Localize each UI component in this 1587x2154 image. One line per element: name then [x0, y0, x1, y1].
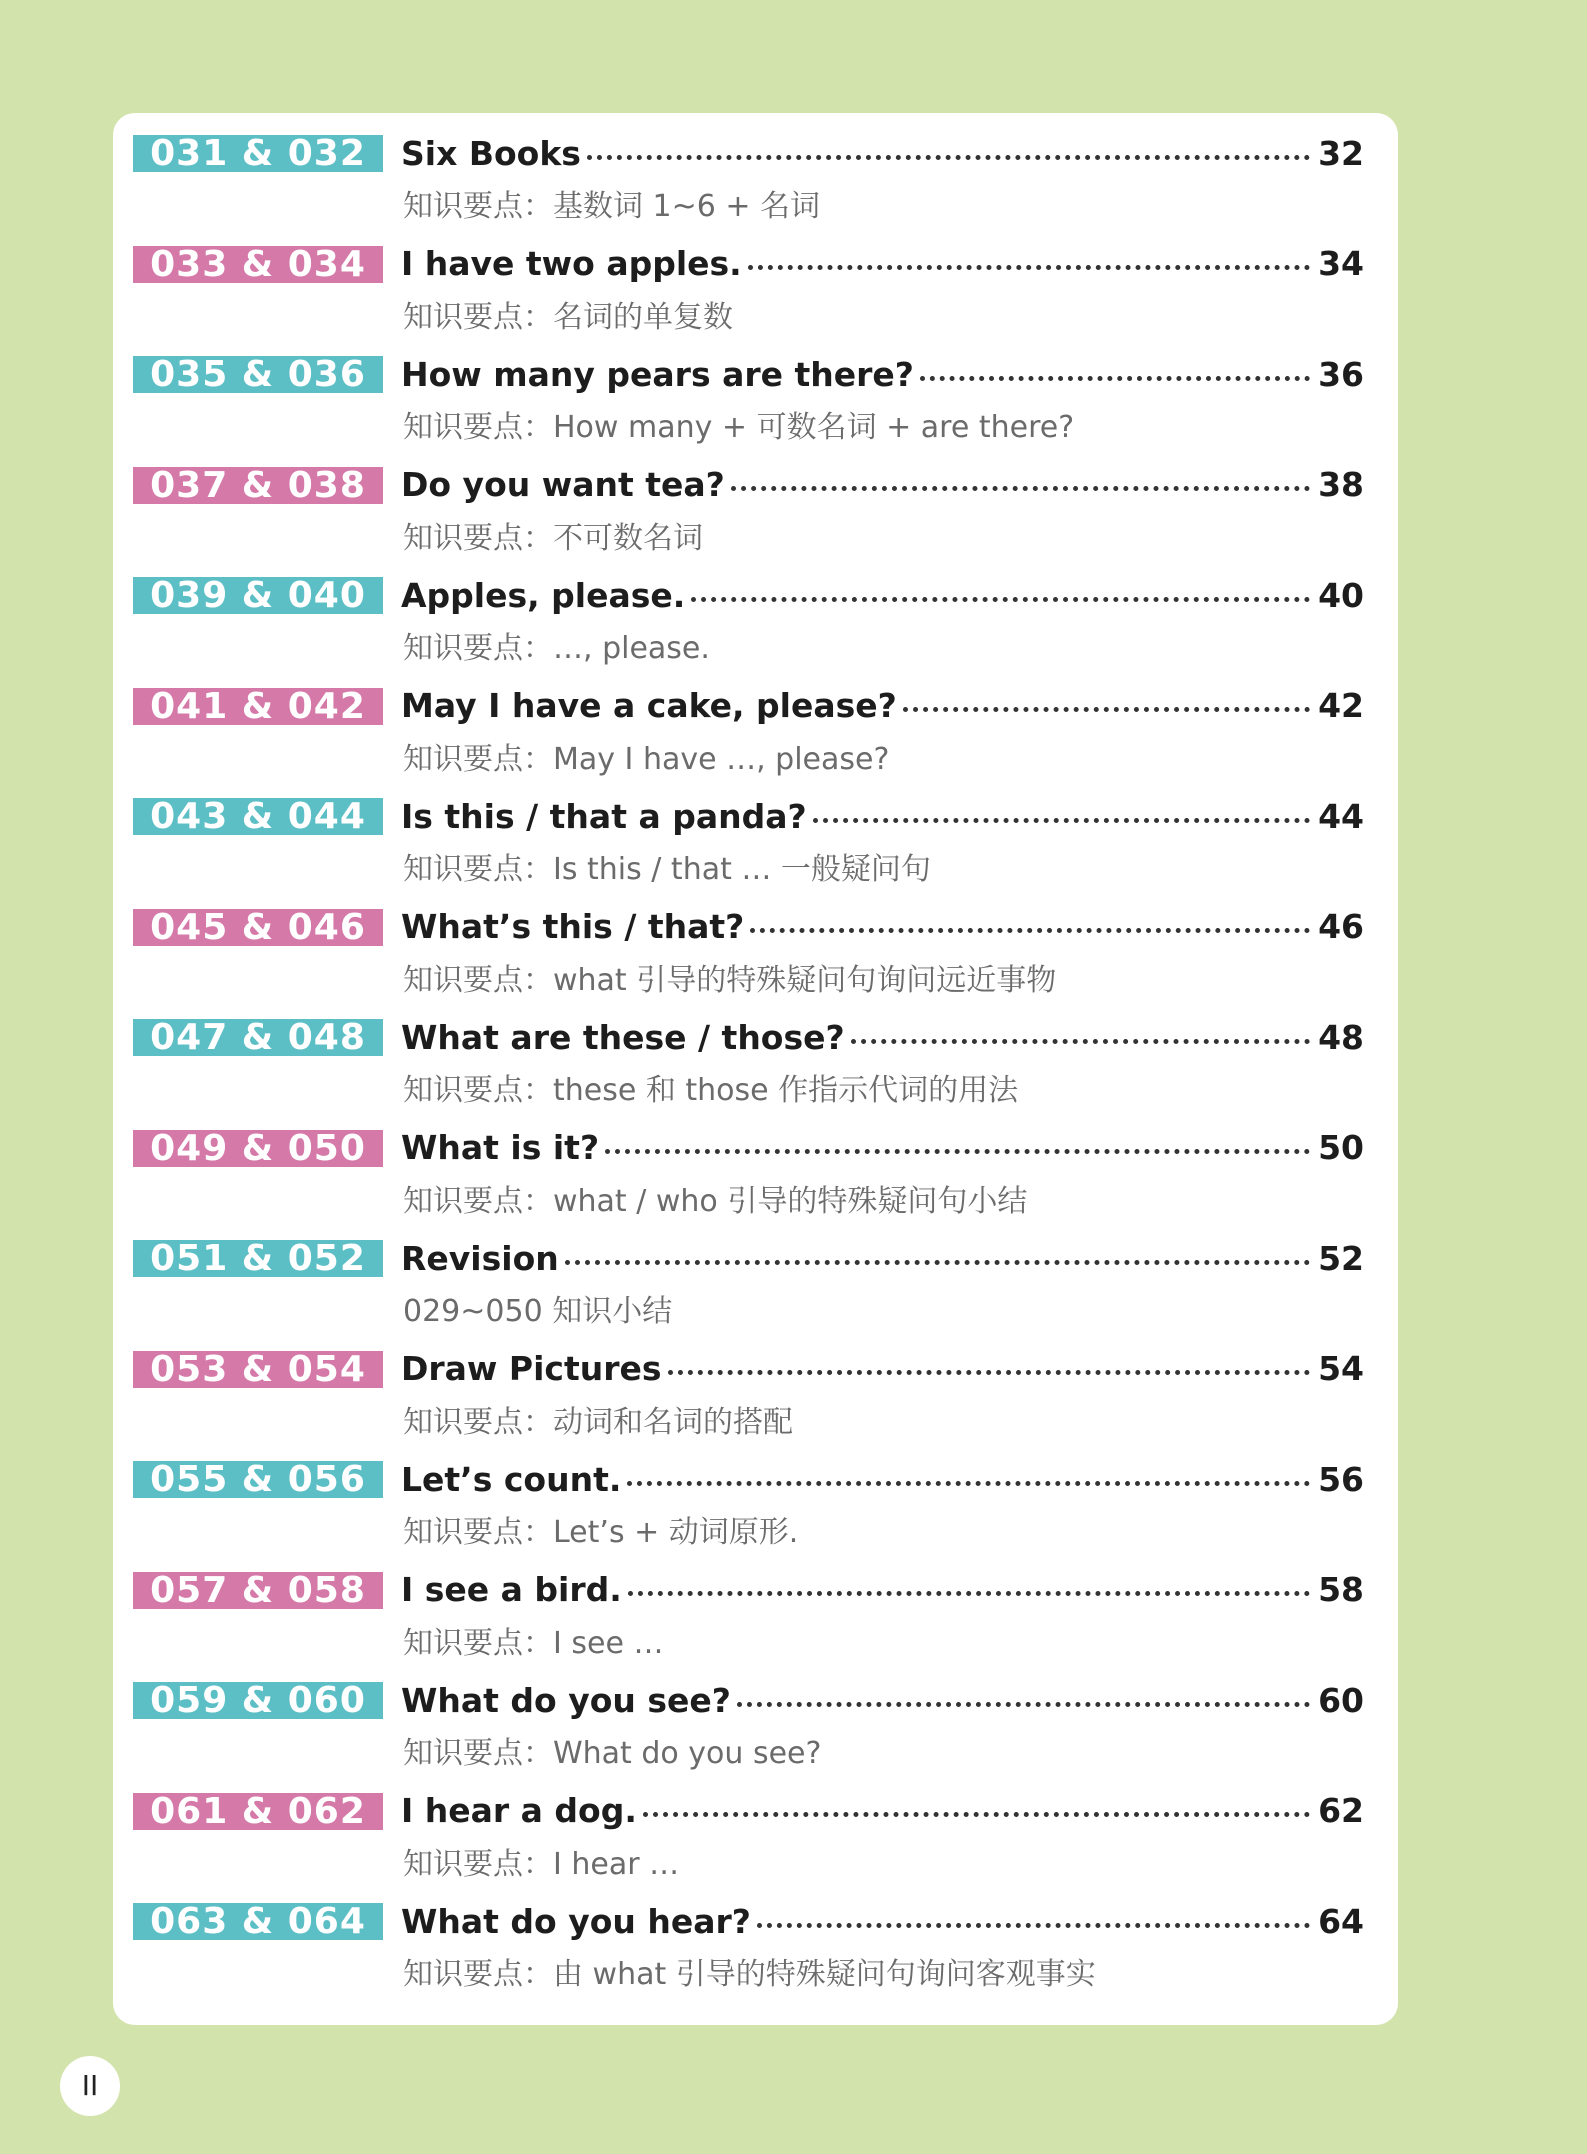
lesson-title[interactable]: Six Books	[401, 133, 581, 173]
key-point: 知识要点：Is this / that … 一般疑问句	[403, 852, 931, 887]
lesson-badge: 037 & 038	[133, 467, 383, 504]
toc-entry[interactable]	[133, 356, 1368, 467]
dot-leader	[691, 597, 1310, 602]
dot-leader	[757, 1923, 1310, 1928]
key-point: 知识要点：不可数名词	[403, 520, 703, 556]
title-line	[401, 461, 1364, 509]
key-point: 知识要点：What do you see?	[403, 1736, 822, 1771]
toc-entry[interactable]	[133, 577, 1368, 688]
lesson-badge: 057 & 058	[133, 1572, 383, 1609]
page-number[interactable]: 52	[1318, 1238, 1364, 1278]
page-number[interactable]: 58	[1318, 1570, 1364, 1609]
title-line	[401, 240, 1364, 288]
lesson-badge: 033 & 034	[133, 246, 383, 283]
title-line	[401, 903, 1364, 951]
lesson-title[interactable]: What do you see?	[401, 1680, 731, 1720]
dot-leader	[903, 707, 1310, 712]
page-number[interactable]: 40	[1318, 575, 1364, 615]
lesson-title[interactable]: What’s this / that?	[401, 907, 745, 946]
dot-leader	[813, 818, 1310, 823]
lesson-badge: 051 & 052	[133, 1240, 383, 1277]
toc-entry[interactable]	[133, 688, 1368, 799]
lesson-badge: 053 & 054	[133, 1351, 383, 1388]
toc-entry[interactable]	[133, 1903, 1368, 2014]
toc-card	[113, 113, 1398, 2025]
key-point: 知识要点：I see …	[403, 1625, 664, 1661]
lesson-title[interactable]: What are these / those?	[401, 1017, 845, 1057]
key-point: 知识要点：…, please.	[403, 631, 710, 666]
page-number[interactable]: 60	[1318, 1680, 1364, 1720]
title-line	[401, 682, 1364, 730]
key-point: 知识要点：what / who 引导的特殊疑问句小结	[403, 1183, 1028, 1219]
dot-leader	[565, 1260, 1310, 1265]
title-line	[401, 571, 1364, 619]
page-number[interactable]: 46	[1318, 907, 1364, 946]
dot-leader	[668, 1370, 1311, 1375]
key-point: 知识要点：May I have …, please?	[403, 741, 890, 777]
lesson-title[interactable]: I have two apples.	[401, 244, 742, 283]
key-point: 知识要点：动词和名词的搭配	[403, 1404, 793, 1440]
key-point: 知识要点：基数词 1~6 + 名词	[403, 189, 821, 224]
lesson-badge: 045 & 046	[133, 909, 383, 946]
dot-leader	[643, 1812, 1310, 1817]
title-line	[401, 792, 1364, 840]
dot-leader	[748, 265, 1310, 270]
key-point: 知识要点：How many + 可数名词 + are there?	[403, 410, 1075, 445]
key-point: 知识要点：名词的单复数	[403, 299, 733, 335]
title-line	[401, 1345, 1364, 1393]
lesson-title[interactable]: Revision	[401, 1238, 559, 1278]
title-line	[401, 1013, 1364, 1061]
page-number[interactable]: 56	[1318, 1459, 1364, 1499]
lesson-title[interactable]: What is it?	[401, 1128, 600, 1167]
lesson-badge: 061 & 062	[133, 1793, 383, 1830]
key-point: 知识要点：Let’s + 动词原形.	[403, 1515, 799, 1550]
lesson-badge: 049 & 050	[133, 1130, 383, 1167]
title-line	[401, 350, 1364, 398]
toc-list	[133, 135, 1368, 2014]
toc-entry[interactable]	[133, 467, 1368, 578]
page-number[interactable]: 48	[1318, 1017, 1364, 1057]
page-number[interactable]: 54	[1318, 1349, 1364, 1388]
dot-leader	[731, 486, 1310, 491]
lesson-title[interactable]: May I have a cake, please?	[401, 686, 897, 725]
page-number[interactable]: 62	[1318, 1791, 1364, 1830]
toc-entry[interactable]	[133, 246, 1368, 357]
page-number[interactable]: 38	[1318, 465, 1364, 504]
title-line	[401, 1124, 1364, 1172]
key-point: 知识要点：these 和 those 作指示代词的用法	[403, 1073, 1019, 1108]
page-number[interactable]: 36	[1318, 354, 1364, 394]
toc-entry[interactable]	[133, 1351, 1368, 1462]
key-point: 029~050 知识小结	[403, 1294, 673, 1329]
lesson-badge: 055 & 056	[133, 1461, 383, 1498]
dot-leader	[587, 155, 1310, 160]
title-line	[401, 1676, 1364, 1724]
lesson-badge: 031 & 032	[133, 135, 383, 172]
page-number[interactable]: 42	[1318, 686, 1364, 725]
lesson-title[interactable]: Is this / that a panda?	[401, 796, 807, 836]
page-number[interactable]: 64	[1318, 1901, 1364, 1941]
toc-entry[interactable]	[133, 1461, 1368, 1572]
toc-entry[interactable]	[133, 1130, 1368, 1241]
toc-entry[interactable]	[133, 1682, 1368, 1793]
toc-entry[interactable]	[133, 1240, 1368, 1351]
lesson-title[interactable]: I hear a dog.	[401, 1791, 637, 1830]
toc-entry[interactable]	[133, 1793, 1368, 1904]
dot-leader	[920, 376, 1310, 381]
page-number[interactable]: 50	[1318, 1128, 1364, 1167]
page-number[interactable]: 32	[1318, 133, 1364, 173]
lesson-title[interactable]: Draw Pictures	[401, 1349, 662, 1388]
lesson-title[interactable]: What do you hear?	[401, 1901, 751, 1941]
lesson-badge: 059 & 060	[133, 1682, 383, 1719]
lesson-title[interactable]: I see a bird.	[401, 1570, 622, 1609]
lesson-badge: 039 & 040	[133, 577, 383, 614]
page-number[interactable]: 44	[1318, 796, 1364, 836]
lesson-title[interactable]: Apples, please.	[401, 575, 686, 615]
title-line	[401, 1787, 1364, 1835]
title-line	[401, 1234, 1364, 1282]
toc-entry[interactable]	[133, 135, 1368, 246]
title-line	[401, 129, 1364, 177]
toc-entry[interactable]	[133, 798, 1368, 909]
lesson-badge: 043 & 044	[133, 798, 383, 835]
title-line	[401, 1566, 1364, 1614]
dot-leader	[851, 1039, 1310, 1044]
lesson-badge: 041 & 042	[133, 688, 383, 725]
title-line	[401, 1455, 1364, 1503]
dot-leader	[605, 1149, 1310, 1154]
key-point: 知识要点：由 what 引导的特殊疑问句询问客观事实	[403, 1957, 1096, 1992]
lesson-badge: 063 & 064	[133, 1903, 383, 1940]
toc-entry[interactable]	[133, 909, 1368, 1020]
toc-entry[interactable]	[133, 1019, 1368, 1130]
dot-leader	[628, 1591, 1310, 1596]
page-number[interactable]: 34	[1318, 244, 1364, 283]
key-point: 知识要点：I hear …	[403, 1846, 680, 1882]
dot-leader	[627, 1481, 1310, 1486]
lesson-title[interactable]: Let’s count.	[401, 1459, 622, 1499]
title-line	[401, 1897, 1364, 1945]
dot-leader	[737, 1702, 1310, 1707]
key-point: 知识要点：what 引导的特殊疑问句询问远近事物	[403, 962, 1057, 998]
lesson-badge: 035 & 036	[133, 356, 383, 393]
lesson-badge: 047 & 048	[133, 1019, 383, 1056]
lesson-title[interactable]: How many pears are there?	[401, 354, 914, 394]
page-marker: II	[60, 2056, 120, 2116]
dot-leader	[750, 928, 1310, 933]
toc-entry[interactable]	[133, 1572, 1368, 1683]
lesson-title[interactable]: Do you want tea?	[401, 465, 725, 504]
